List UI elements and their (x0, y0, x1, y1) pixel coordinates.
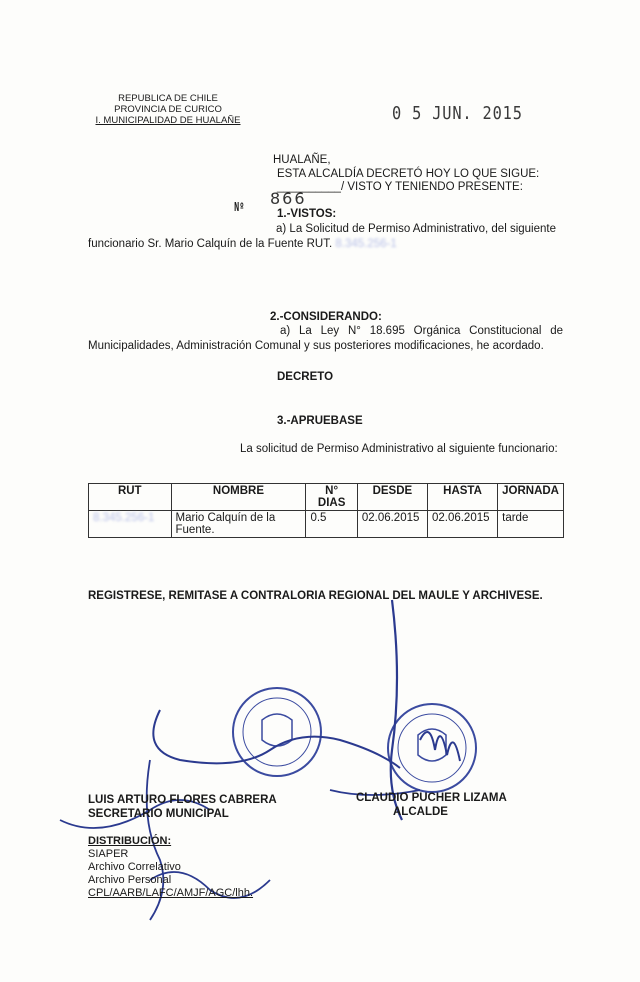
col-hasta: HASTA (427, 484, 497, 511)
alcalde-signature (330, 600, 460, 820)
decreto-heading: DECRETO (277, 371, 334, 383)
col-jornada: JORNADA (498, 484, 564, 511)
cell-hasta: 02.06.2015 (427, 511, 497, 538)
apruebase-paragraph: La solicitud de Permiso Administrativo al siguiente funcionario: (240, 443, 558, 455)
date-stamp: 0 5 JUN. 2015 (392, 103, 523, 124)
distribution-item: SIAPER (88, 848, 129, 860)
distribution-heading: DISTRIBUCIÓN: (88, 835, 172, 847)
distribution-item: CPL/AARB/LAFC/AMJF/AGC/lhh. (88, 887, 254, 899)
cell-jornada: tarde (498, 511, 564, 538)
col-nombre: NOMBRE (171, 484, 306, 511)
vistos-text: a) La Solicitud de Permiso Administrativo, del siguiente funcionario Sr. Mario Calquín de la Fuente RUT. (88, 223, 556, 250)
intro-place: HUALAÑE, (273, 154, 331, 166)
intro-line1: ESTA ALCALDÍA DECRETÓ HOY LO QUE SIGUE: (277, 168, 540, 180)
considerando-heading: 2.-CONSIDERANDO: (270, 311, 382, 323)
col-dias: N° DIAS (306, 484, 357, 511)
number-mark: Nº (234, 200, 245, 214)
letterhead-municipality: I. MUNICIPALIDAD DE HUALAÑE (95, 115, 241, 126)
cell-dias: 0.5 (306, 511, 357, 538)
vistos-heading: 1.-VISTOS: (277, 208, 337, 220)
cell-rut: 8.345.256-1 (89, 511, 172, 538)
secretario-title: SECRETARIO MUNICIPAL (88, 808, 229, 820)
registrese-line: REGISTRESE, REMITASE A CONTRALORIA REGIONAL DEL MAULE Y ARCHIVESE. (88, 590, 543, 602)
distribution-item: Archivo Correlativo (88, 861, 181, 873)
cell-desde: 02.06.2015 (357, 511, 427, 538)
intro-line2: VISTO Y TENIENDO PRESENTE: (347, 181, 523, 193)
alcalde-name: CLAUDIO PUCHER LIZAMA (356, 792, 507, 804)
decree-number-blank: __________/ (277, 181, 345, 193)
considerando-paragraph: a) La Ley N° 18.695 Orgánica Constitucional de Municipalidades, Administración Comunal y sus posteriores modificaciones, he acordado. (88, 325, 563, 352)
col-desde: DESDE (357, 484, 427, 511)
apruebase-heading: 3.-APRUEBASE (277, 415, 363, 427)
decree-number: 866 (270, 189, 307, 208)
cell-nombre: Mario Calquín de la Fuente. (171, 511, 306, 538)
letterhead-province: PROVINCIA DE CURICO (114, 104, 222, 115)
letterhead-country: REPUBLICA DE CHILE (118, 93, 218, 104)
secretario-name: LUIS ARTURO FLORES CABRERA (88, 794, 277, 806)
redacted-rut: 8.345.256-1 (335, 238, 397, 250)
alcalde-title: ALCALDE (393, 806, 448, 818)
distribution-block (88, 835, 253, 900)
secretario-seal (233, 688, 321, 776)
col-rut: RUT (89, 484, 172, 511)
distribution-item: Archivo Personal (88, 874, 172, 886)
alcalde-seal (388, 704, 476, 792)
